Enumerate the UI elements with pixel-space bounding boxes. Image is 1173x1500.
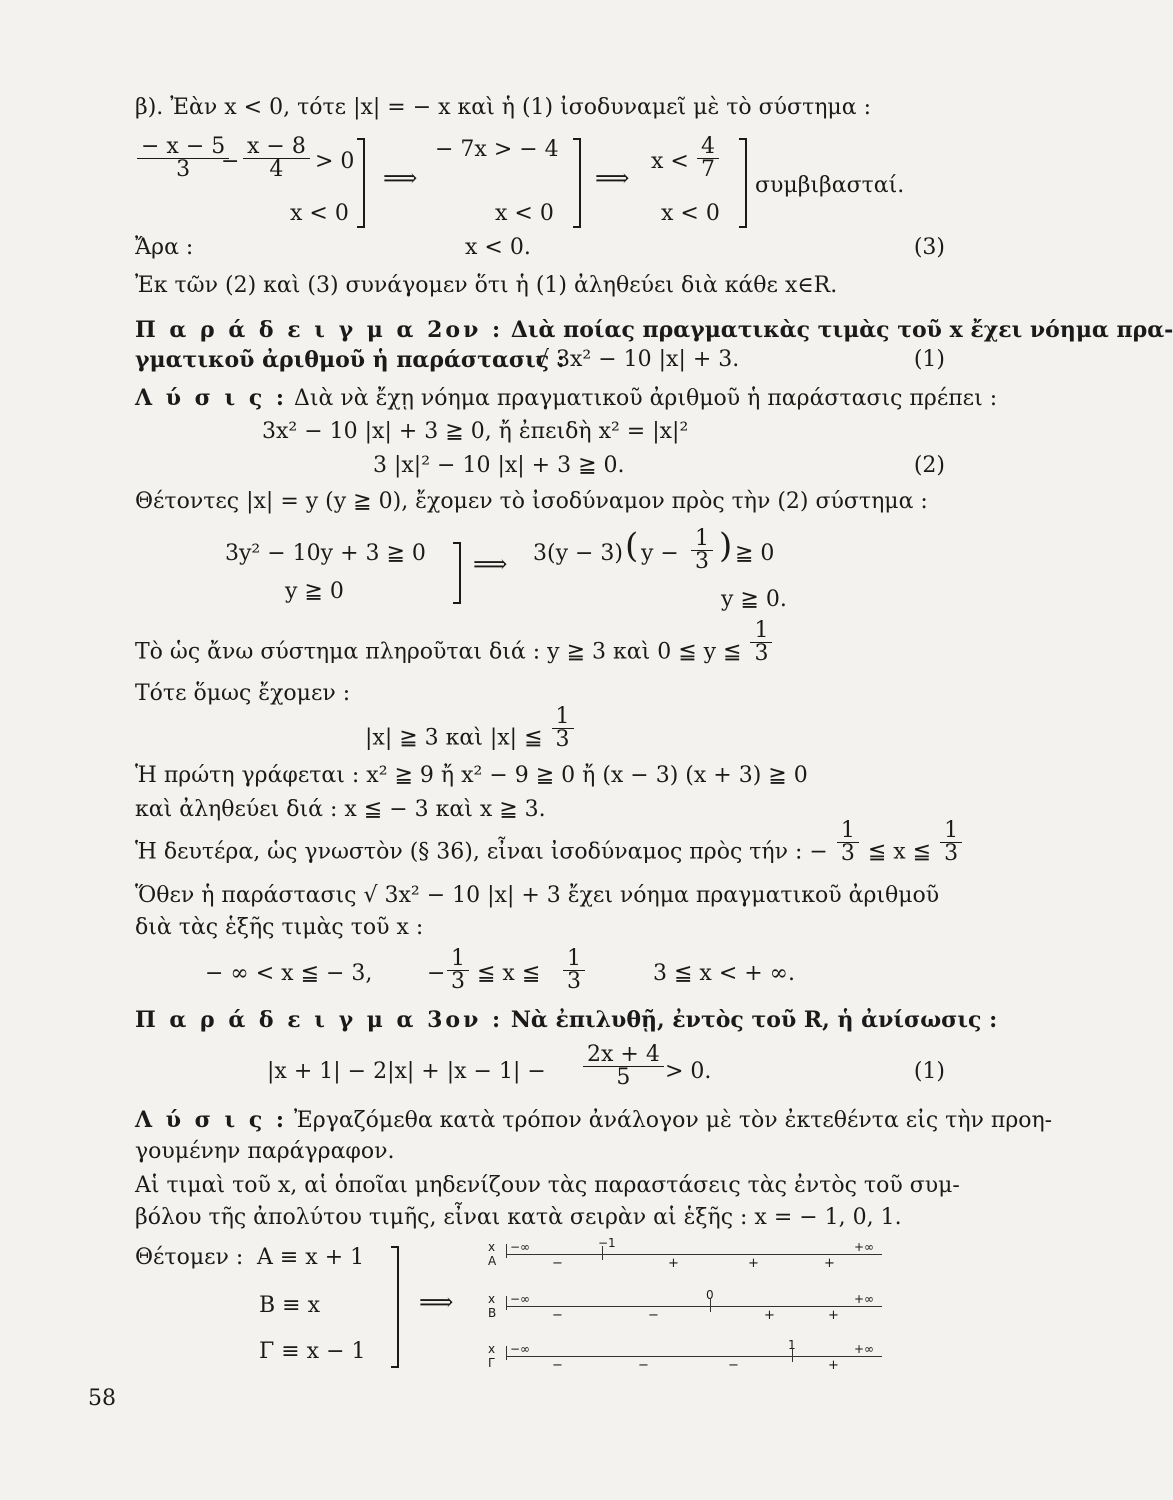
inequality-gt: > 0. [665, 1059, 712, 1084]
abs-text: |x| ≧ 3 καὶ |x| ≦ [365, 725, 543, 751]
row-g-sign-1: − [552, 1358, 563, 1373]
example-2-heading [135, 316, 1173, 344]
fraction-1-3 [563, 948, 585, 993]
row-a-label: Α [488, 1254, 497, 1268]
denominator: 3 [754, 641, 769, 666]
x-lt-zero-2: x < 0 [661, 201, 720, 226]
mid-ineq-2: x < 0 [495, 201, 554, 226]
example-2-text-2: γματικοῦ ἀριθμοῦ ἡ παράστασις : [135, 347, 565, 373]
inequality-lhs: |x + 1| − 2|x| + |x − 1| − [267, 1059, 546, 1084]
right-brace [739, 138, 747, 228]
def-g: Γ ≡ x − 1 [259, 1339, 366, 1364]
ara-line [135, 234, 945, 262]
example-2-line-2 [135, 346, 945, 375]
denominator: 5 [616, 1065, 631, 1090]
system-satisfied-line [135, 618, 945, 675]
sys2-geq: ≧ 0 [735, 541, 775, 566]
row-b-start-tick [506, 1296, 507, 1310]
row-b-start: −∞ [510, 1292, 531, 1306]
row-b-end: +∞ [854, 1292, 875, 1306]
numerator: − x − 5 [137, 136, 229, 159]
denominator: 7 [701, 157, 715, 182]
numerator: x − 8 [243, 136, 310, 159]
denominator: 3 [840, 841, 855, 866]
right-brace [453, 542, 461, 604]
numerator: 4 [697, 136, 719, 159]
lysis-2-text: Ἐργαζόμεθα κατὰ τρόπον ἀνάλογον μὲ τὸν ἐκτεθέντα εἰς τὴν προη- [294, 1108, 1053, 1133]
denominator: 3 [555, 727, 570, 752]
condition-2 [373, 452, 945, 480]
gt-zero: > 0 [315, 149, 355, 174]
row-b-root: 0 [706, 1288, 714, 1302]
denominator: 3 [451, 969, 465, 994]
example-2-title: Π α ρ ά δ ε ι γ μ α 2ον : [135, 317, 504, 343]
row-g-root-tick [792, 1348, 793, 1362]
lysis-2-line [135, 1106, 1053, 1135]
compatible-word: συμβιβασταί. [755, 173, 905, 198]
fraction-1 [137, 136, 229, 181]
set-label: Θέτομεν : [135, 1245, 244, 1270]
condition-1: 3x² − 10 |x| + 3 ≧ 0, ἤ ἐπειδὴ x² = |x|² [262, 419, 689, 444]
row-a-root-tick [602, 1246, 603, 1260]
row-g-end: +∞ [854, 1342, 875, 1356]
x-lt: x < [651, 149, 689, 174]
roots-line-2: βόλου τῆς ἀπολύτου τιμῆς, εἶναι κατὰ σειρὰν αἱ ἑξῆς : x = − 1, 0, 1. [135, 1205, 902, 1230]
example-2-expression: √ 3x² − 10 |x| + 3. [535, 347, 740, 372]
page-number: 58 [88, 1386, 116, 1411]
row-g-sign-2: − [638, 1358, 649, 1373]
denominator: 3 [567, 969, 581, 994]
row-b-label: Β [488, 1306, 497, 1320]
denominator: 3 [944, 841, 959, 866]
implies-arrow: ⟹ [473, 550, 508, 578]
numerator: 1 [750, 620, 772, 643]
lysis-2-title: Λ ύ σ ι ς : [135, 1107, 288, 1133]
numerator: 1 [837, 820, 859, 843]
system-satisfied-text: Τὸ ὡς ἄνω σύστημα πληροῦται διά : y ≧ 3 καὶ 0 ≦ y ≦ [135, 639, 742, 665]
implies-arrow: ⟹ [595, 164, 630, 192]
row-g-root: 1 [788, 1338, 796, 1352]
example-3-text: Νὰ ἐπιλυθῇ, ἐντὸς τοῦ R, ἡ ἀνίσωσις : [510, 1007, 998, 1033]
example-2-text: Διὰ ποίας πραγματικὰς τιμὰς τοῦ x ἔχει νόημα πρα- [510, 317, 1173, 343]
lysis-title: Λ ύ σ ι ς : [135, 385, 288, 411]
eq-number: (3) [913, 235, 945, 260]
fraction-1-3 [552, 706, 574, 751]
ara-label: Ἄρα : [135, 235, 194, 260]
then-line: Τότε ὅμως ἔχομεν : [135, 681, 351, 706]
fraction-1-3 [837, 820, 859, 865]
row-g-label: Γ [488, 1356, 495, 1370]
abs-line [365, 704, 945, 761]
roots-line-1: Αἱ τιμαὶ τοῦ x, αἱ ὁποῖαι μηδενίζουν τὰς παραστάσεις τὰς ἐντὸς τοῦ συμ- [135, 1173, 960, 1198]
implies-arrow: ⟹ [419, 1288, 454, 1316]
interval-3: 3 ≦ x < + ∞. [653, 961, 795, 986]
def-a: Α ≡ x + 1 [257, 1245, 365, 1270]
eq-number: (2) [913, 453, 945, 478]
hence-line: Ὅθεν ἡ παράστασις √ 3x² − 10 |x| + 3 ἔχει νόημα πραγματικοῦ ἀριθμοῦ [135, 883, 940, 908]
numerator: 2x + 4 [583, 1044, 664, 1067]
row-a-sign-1: − [552, 1256, 563, 1271]
row-b-root-tick [710, 1298, 711, 1312]
fraction-1-3 [447, 948, 469, 993]
interval-2-mid: ≦ x ≦ [477, 961, 541, 986]
right-brace [391, 1246, 399, 1368]
eq-number: (1) [913, 1059, 945, 1084]
condition-2-text: 3 |x|² − 10 |x| + 3 ≧ 0. [373, 453, 625, 478]
sys2-factor-2: y − [641, 541, 679, 566]
example-3-heading [135, 1006, 998, 1034]
denominator: 3 [695, 549, 709, 574]
minus: − [221, 149, 240, 174]
row-a-root: −1 [598, 1236, 616, 1250]
substitution-line: Θέτοντες |x| = y (y ≧ 0), ἔχομεν τὸ ἰσοδύναμον πρὸς τὴν (2) σύστημα : [135, 489, 928, 514]
sign-table [488, 1236, 888, 1400]
example-3-title: Π α ρ ά δ ε ι γ μ α 3ον : [135, 1007, 504, 1033]
sys2-ineq-1: 3y² − 10y + 3 ≧ 0 [225, 541, 426, 566]
right-brace [573, 138, 581, 228]
lysis-line [135, 384, 998, 413]
holds-line: καὶ ἀληθεύει διά : x ≦ − 3 καὶ x ≧ 3. [135, 797, 546, 822]
row-g-sign-4: + [828, 1358, 839, 1373]
numerator: 1 [447, 948, 469, 971]
row-a-sign-3: + [748, 1256, 759, 1271]
def-b: Β ≡ x [259, 1293, 320, 1318]
row-a-sign-4: + [824, 1256, 835, 1271]
row-g-start-tick [506, 1346, 507, 1360]
paren-close: ) [719, 526, 733, 566]
numerator: 1 [563, 948, 585, 971]
eq-number: (1) [913, 347, 945, 372]
row-g-sign-3: − [728, 1358, 739, 1373]
row-b-axis [506, 1306, 882, 1307]
first-line: Ἡ πρώτη γράφεται : x² ≧ 9 ἤ x² − 9 ≧ 0 ἤ (x − 3) (x + 3) ≧ 0 [135, 763, 808, 788]
numerator: 1 [691, 528, 713, 551]
fraction-1-3 [940, 820, 962, 865]
fraction-4-7 [697, 136, 719, 181]
paren-open: ( [625, 526, 639, 566]
sys2-factor-1: 3(y − 3) [533, 541, 624, 566]
row-a-start-tick [506, 1244, 507, 1258]
example-3-inequality [135, 1044, 945, 1094]
row-b-sign-4: + [828, 1308, 839, 1323]
interval-2-minus: − [427, 961, 446, 986]
row-b-sign-2: − [648, 1308, 659, 1323]
denominator: 3 [176, 157, 191, 182]
system-2 [135, 528, 945, 618]
row-a-x: x [488, 1240, 496, 1254]
x-lt-zero: x < 0 [290, 201, 349, 226]
mid-ineq-1: − 7x > − 4 [435, 137, 559, 162]
numerator: 1 [940, 820, 962, 843]
fraction-1-3 [691, 528, 713, 573]
second-line [135, 818, 959, 875]
conclusion-line: Ἐκ τῶν (2) καὶ (3) συνάγομεν ὅτι ἡ (1) ἀληθεύει διὰ κάθε x∈R. [135, 273, 838, 298]
denominator: 4 [269, 157, 284, 182]
row-b-sign-3: + [764, 1308, 775, 1323]
system-1 [135, 132, 945, 232]
fraction-1-3 [750, 620, 772, 665]
implies-arrow: ⟹ [383, 164, 418, 192]
for-values-line: διὰ τὰς ἑξῆς τιμὰς τοῦ x : [135, 915, 424, 940]
row-a-start: −∞ [510, 1240, 531, 1254]
row-b-x: x [488, 1292, 496, 1306]
row-a-sign-2: + [668, 1256, 679, 1271]
interval-1: − ∞ < x ≦ − 3, [205, 961, 373, 986]
row-g-axis [506, 1356, 882, 1357]
row-a-axis [506, 1254, 882, 1255]
ara-value: x < 0. [465, 235, 531, 260]
sys2-y-geq-0: y ≧ 0. [721, 587, 787, 612]
fraction-2x4-5 [583, 1044, 664, 1089]
numerator: 1 [552, 706, 574, 729]
sys2-ineq-2: y ≧ 0 [285, 579, 344, 604]
row-a-end: +∞ [854, 1240, 875, 1254]
lysis-2-line-2: γουμένην παράγραφον. [135, 1139, 395, 1164]
second-text: Ἡ δευτέρα, ὡς γνωστὸν (§ 36), εἶναι ἰσοδύναμος πρὸς τήν : − [135, 839, 828, 865]
lysis-text: Διὰ νὰ ἔχῃ νόημα πραγματικοῦ ἀριθμοῦ ἡ παράστασις πρέπει : [294, 386, 998, 411]
row-g-x: x [488, 1342, 496, 1356]
second-mid: ≦ x ≦ [867, 839, 932, 865]
row-b-sign-1: − [552, 1308, 563, 1323]
row-g-start: −∞ [510, 1342, 531, 1356]
fraction-2 [243, 136, 310, 181]
case-b-line: β). Ἐὰν x < 0, τότε |x| = − x καὶ ἡ (1) ἰσοδυναμεῖ μὲ τὸ σύστημα : [135, 95, 871, 120]
right-brace [357, 138, 365, 228]
